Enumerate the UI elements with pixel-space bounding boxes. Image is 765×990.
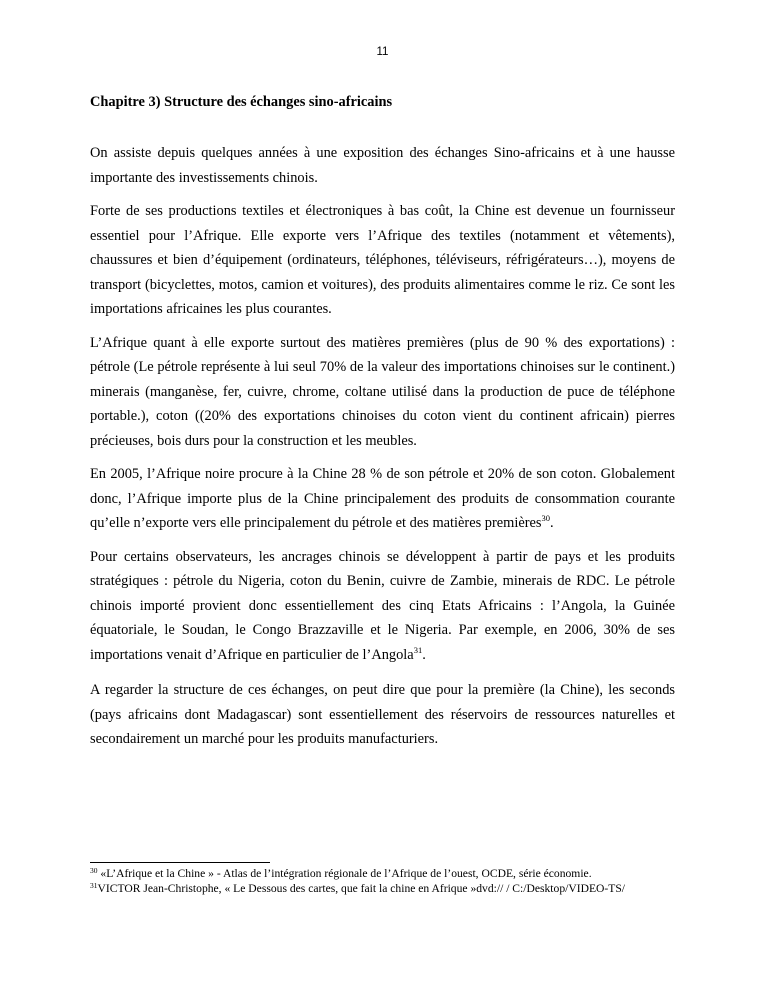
footnote-ref-30[interactable]: 30 bbox=[541, 513, 551, 523]
footnotes bbox=[90, 866, 690, 896]
footnote-separator bbox=[90, 862, 270, 863]
footnote-text: «L’Afrique et la Chine » - Atlas de l’intégration régionale de l’Afrique de l’ouest, OCDE, série économie. bbox=[97, 867, 592, 880]
paragraph-2: Forte de ses productions textiles et électroniques à bas coût, la Chine est devenue un fournisseur essentiel pour l’Afrique. Elle exporte vers l’Afrique des textiles (notamment et vêtements), chaussures et bien d’équipement (ordinateurs, téléphones, téléviseurs, réfrigérateurs…), moyens de transport (bicyclettes, motos, camion et voitures), des produits alimentaires comme le riz. Ce sont les importations africaines les plus courantes. bbox=[90, 203, 675, 317]
paragraph-6: A regarder la structure de ces échanges, on peut dire que pour la première (la Chine), les seconds (pays africains dont Madagascar) sont essentiellement des réservoirs de ressources naturelles et secondairement un marché pour les produits manufacturiers. bbox=[90, 682, 675, 747]
page-body bbox=[90, 90, 675, 761]
paragraph-4-end: . bbox=[550, 515, 554, 531]
paragraph-4-text: En 2005, l’Afrique noire procure à la Chine 28 % de son pétrole et 20% de son coton. Globalement donc, l’Afrique importe plus de la Chine principalement des produits de consommation courante qu’elle n’exporte vers elle principalement du pétrole et des matières premières bbox=[90, 466, 675, 531]
paragraph-1: On assiste depuis quelques années à une exposition des échanges Sino-africains et à une hausse importante des investissements chinois. bbox=[90, 145, 675, 186]
paragraph-4 bbox=[90, 462, 675, 536]
chapter-heading: Chapitre 3) Structure des échanges sino-africains bbox=[90, 94, 393, 110]
paragraph-5-text: Pour certains observateurs, les ancrages chinois se développent à partir de pays et les produits stratégiques : pétrole du Nigeria, coton du Benin, cuivre de Zambie, minerais de RDC. Le pétrole chinois importé provient donc essentiellement des cinq Etats Africains : l’Angola, la Guinée équatoriale, le Soudan, le Congo Brazzaville et le Nigeria. Par exemple, en 2006, 30% de ses importations venait d’Afrique en particulier de l’Angola bbox=[90, 548, 675, 663]
footnote-text: VICTOR Jean-Christophe, « Le Dessous des cartes, que fait la chine en Afrique »dvd:// / C:/Desktop/VIDEO-TS/ bbox=[97, 882, 626, 895]
paragraph-5-end: . bbox=[422, 646, 426, 663]
footnote-ref-31[interactable]: 31 bbox=[413, 644, 423, 655]
footnote-number: 31 bbox=[90, 881, 98, 890]
footnote-31 bbox=[90, 881, 690, 896]
paragraph-5 bbox=[90, 545, 675, 668]
paragraph-3: L’Afrique quant à elle exporte surtout des matières premières (plus de 90 % des exportations) : pétrole (Le pétrole représente à lui seul 70% de la valeur des importations chinoises sur le continent.) minerais (manganèse, fer, cuivre, chrome, coltane utilisé dans la production de puce de téléphone portable.), coton ((20% des exportations chinoises du coton vient du continent africain) pierres précieuses, bois durs pour la construction et les meubles. bbox=[90, 334, 675, 449]
footnote-30 bbox=[90, 866, 690, 881]
page-number: 11 bbox=[376, 46, 389, 58]
footnote-number: 30 bbox=[90, 866, 98, 875]
